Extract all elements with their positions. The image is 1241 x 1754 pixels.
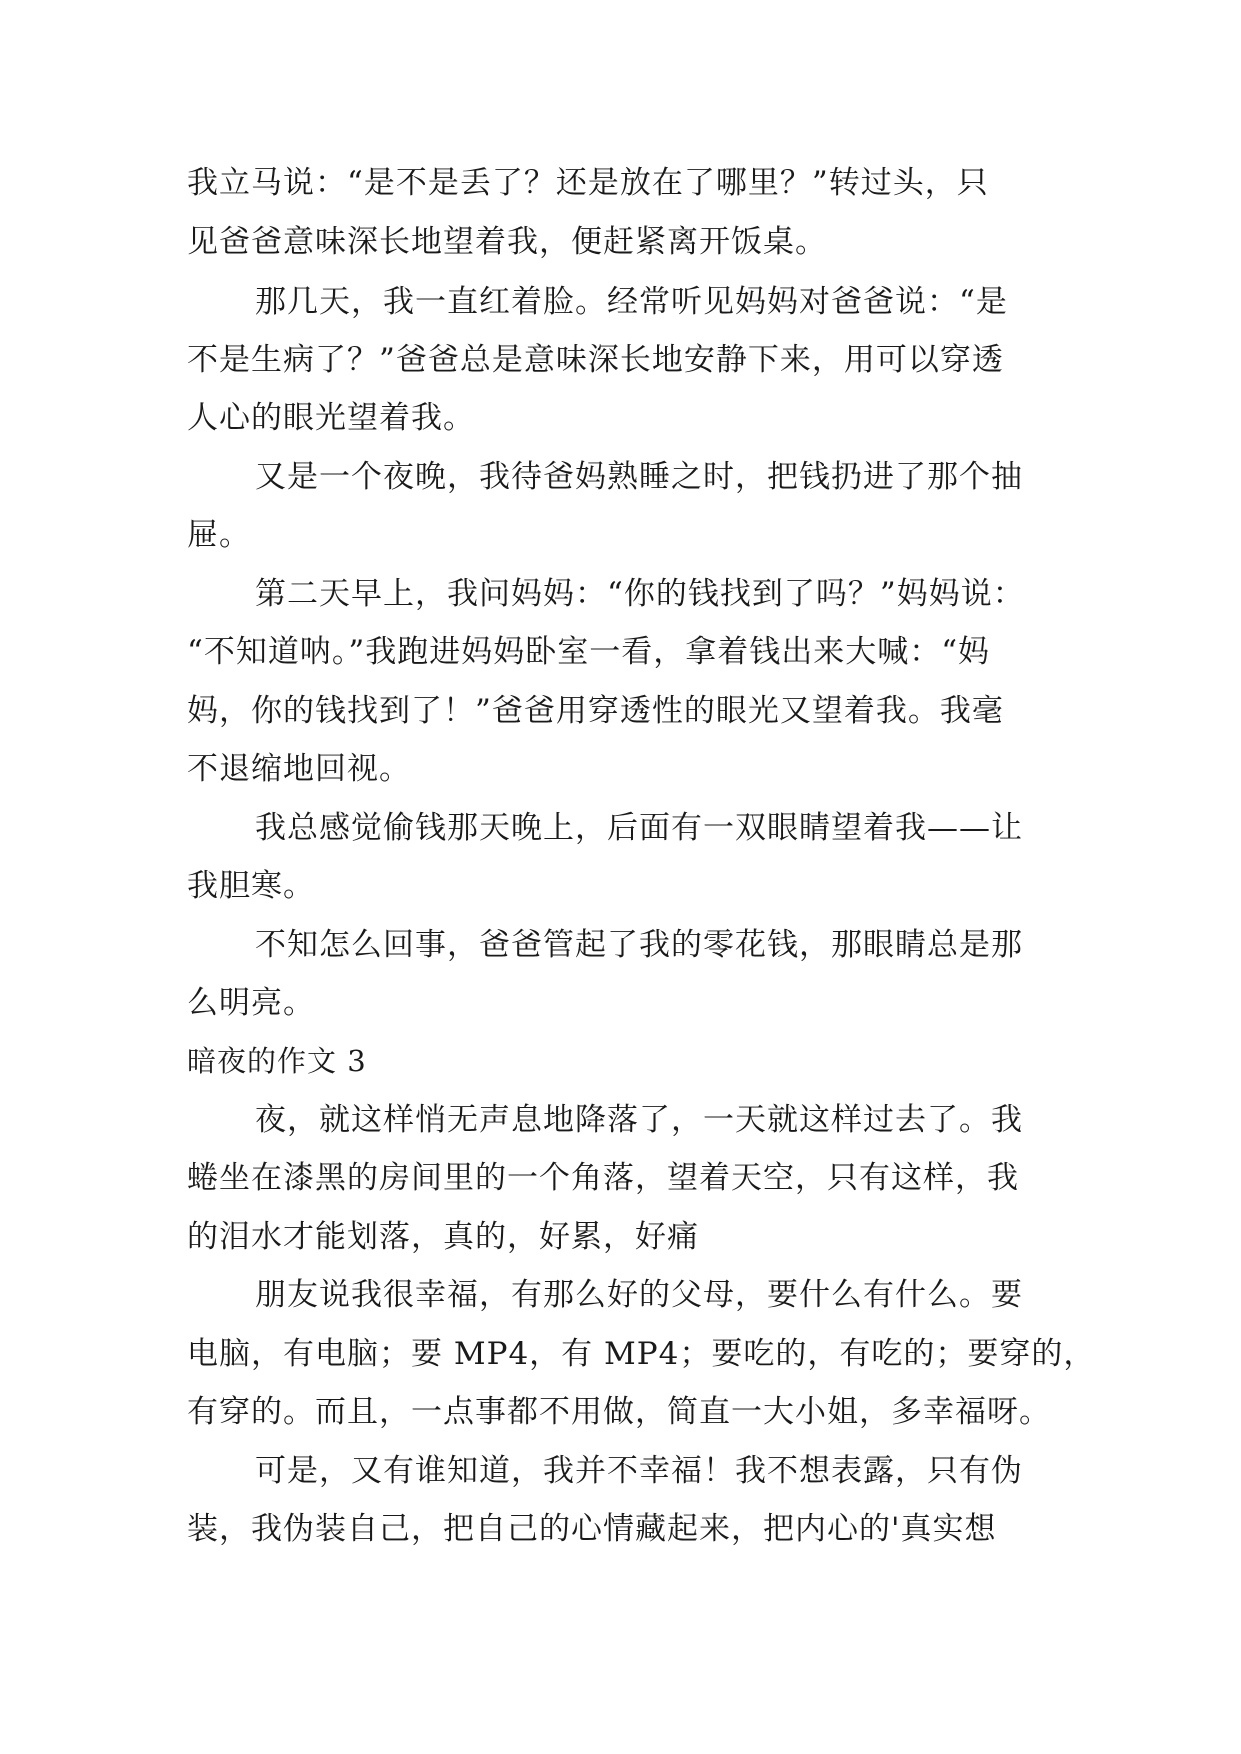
text-line: 可是，又有谁知道，我并不幸福！我不想表露，只有伪 <box>255 1453 1023 1489</box>
text-line: 见爸爸意味深长地望着我，便赶紧离开饭桌。 <box>187 224 827 260</box>
text-line: 的泪水才能划落，真的，好累，好痛 <box>187 1219 699 1255</box>
text-line: 那几天，我一直红着脸。经常听见妈妈对爸爸说：“是 <box>255 284 1008 320</box>
text-line: 朋友说我很幸福，有那么好的父母，要什么有什么。要 <box>255 1277 1023 1313</box>
text-line: 我总感觉偷钱那天晚上，后面有一双眼睛望着我——让 <box>255 810 1023 846</box>
text-line: 不退缩地回视。 <box>187 751 411 787</box>
text-line: 电脑，有电脑；要 MP4，有 MP4；要吃的，有吃的；要穿的， <box>187 1336 1096 1372</box>
text-line: 夜，就这样悄无声息地降落了，一天就这样过去了。我 <box>255 1102 1023 1138</box>
text-line: 么明亮。 <box>187 985 315 1021</box>
text-line: 不知怎么回事，爸爸管起了我的零花钱，那眼睛总是那 <box>255 927 1023 963</box>
text-line: “不知道呐。”我跑进妈妈卧室一看，拿着钱出来大喊：“妈 <box>187 634 991 670</box>
text-line: 装，我伪装自己，把自己的心情藏起来，把内心的'真实想 <box>187 1511 997 1547</box>
text-line: 不是生病了？”爸爸总是意味深长地安静下来，用可以穿透 <box>187 342 1004 378</box>
text-line: 妈，你的钱找到了！”爸爸用穿透性的眼光又望着我。我毫 <box>187 693 1004 729</box>
text-line: 我胆寒。 <box>187 868 315 904</box>
text-line: 人心的眼光望着我。 <box>187 400 475 436</box>
text-line: 蜷坐在漆黑的房间里的一个角落，望着天空，只有这样，我 <box>187 1160 1019 1196</box>
text-line: 又是一个夜晚，我待爸妈熟睡之时，把钱扔进了那个抽 <box>255 459 1023 495</box>
text-line: 有穿的。而且，一点事都不用做，简直一大小姐，多幸福呀。 <box>187 1394 1051 1430</box>
text-line: 第二天早上，我问妈妈：“你的钱找到了吗？”妈妈说： <box>255 576 1025 612</box>
text-line: 屉。 <box>187 517 251 553</box>
text-line: 我立马说：“是不是丢了？还是放在了哪里？”转过头，只 <box>187 165 989 201</box>
section-heading: 暗夜的作文 3 <box>187 1044 367 1078</box>
